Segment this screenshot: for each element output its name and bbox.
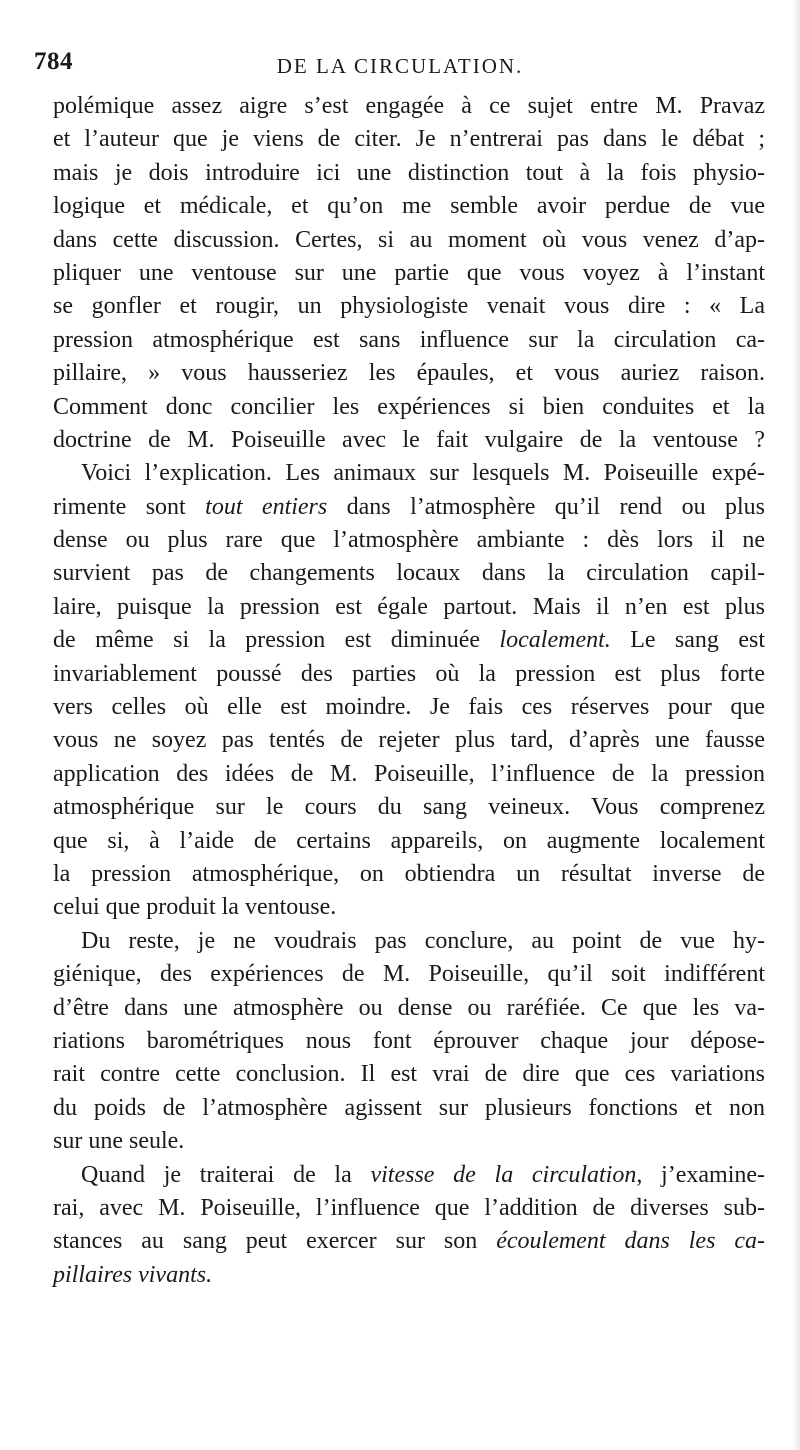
page-edge-shadow [792,0,800,1450]
italic-emphasis: tout entiers [205,493,328,520]
text-line: laire, puisque la pression est égale partout. Mais il n’en est plus [53,593,765,620]
text-line: Comment donc concilier les expériences si bien conduites et la [53,393,765,420]
text-line: polémique assez aigre s’est engagée à ce sujet entre M. Pravaz [53,93,765,119]
text-run: dans l’atmosphère qu’il rend ou plus [327,493,766,520]
text-line: pillaire, » vous hausseriez les épaules, et vous auriez raison. [53,360,765,387]
text-line [53,491,765,524]
text-line: riations barométriques nous font éprouver chaque jour dépose- [53,1027,765,1054]
text-line: application des idées de M. Poiseuille, l’influence de la pression [53,760,765,787]
text-line: que si, à l’aide de certains appareils, on augmente localement [53,827,765,854]
italic-emphasis: vitesse de la circulation, [370,1161,643,1188]
text-line [53,457,765,490]
text-line: vous ne soyez pas tentés de rejeter plus tard, d’après une fausse [53,727,765,754]
text-line [53,1159,765,1192]
text-line [53,1225,765,1258]
text-line [53,624,765,657]
text-run: stances au sang peut exercer sur son [53,1228,497,1255]
text-line: logique et médicale, et qu’on me semble avoir perdue de vue [53,193,765,220]
text-line: doctrine de M. Poiseuille avec le fait vulgaire de la ventouse ? [53,426,765,453]
text-line: vers celles où elle est moindre. Je fais ces réserves pour que [53,694,765,721]
text-line: d’être dans une atmosphère ou dense ou raréfiée. Ce que les va- [53,994,765,1021]
text-line: giénique, des expériences de M. Poiseuille, qu’il soit indifférent [53,961,765,988]
italic-emphasis: pillaires vivants. [53,1261,213,1288]
running-title: DE LA CIRCULATION. [276,54,524,78]
text-line: du poids de l’atmosphère agissent sur plusieurs fonctions et non [53,1094,765,1121]
text-line: pression atmosphérique est sans influence sur la circulation ca- [53,326,765,353]
text-line: Du reste, je ne voudrais pas conclure, au point de vue hy- [81,927,765,954]
text-line: la pression atmosphérique, on obtiendra un résultat inverse de [53,860,765,887]
text-run: rimente sont [53,493,206,520]
text-line: rait contre cette conclusion. Il est vrai de dire que ces variations [53,1061,765,1088]
body-text [53,90,765,1292]
text-run: Quand je traiterai de la [81,1161,371,1188]
text-line: dans cette discussion. Certes, si au moment où vous venez d’ap- [53,226,765,253]
text-line: mais je dois introduire ici une distinction tout à la fois physio- [53,159,765,186]
text-line: celui que produit la ventouse. [53,894,337,921]
text-run: Voici l’explication. Les animaux sur lesquels M. Poiseuille expé- [81,460,765,487]
text-line [53,1259,765,1292]
text-line: pliquer une ventouse sur une partie que vous voyez à l’instant [53,259,765,286]
text-line: invariablement poussé des parties où la pression est plus forte [53,660,765,687]
page-number: 784 [34,48,73,75]
text-line: atmosphérique sur le cours du sang veineux. Vous comprenez [53,794,765,821]
text-run: de même si la pression est diminuée [53,627,500,654]
text-line: dense ou plus rare que l’atmosphère ambiante : dès lors il ne [53,527,765,554]
text-run: j’examine- [642,1161,766,1188]
italic-emphasis: localement. [499,627,611,654]
text-line: se gonfler et rougir, un physiologiste venait vous dire : « La [53,293,765,320]
text-line: survient pas de changements locaux dans la circulation capil- [53,560,765,587]
text-line: et l’auteur que je viens de citer. Je n’entrerai pas dans le débat ; [53,126,765,153]
text-line: rai, avec M. Poiseuille, l’influence que l’addition de diverses sub- [53,1194,765,1221]
text-line: sur une seule. [53,1128,185,1155]
text-run: Le sang est [610,627,765,654]
italic-emphasis: écoulement dans les ca- [496,1228,765,1255]
